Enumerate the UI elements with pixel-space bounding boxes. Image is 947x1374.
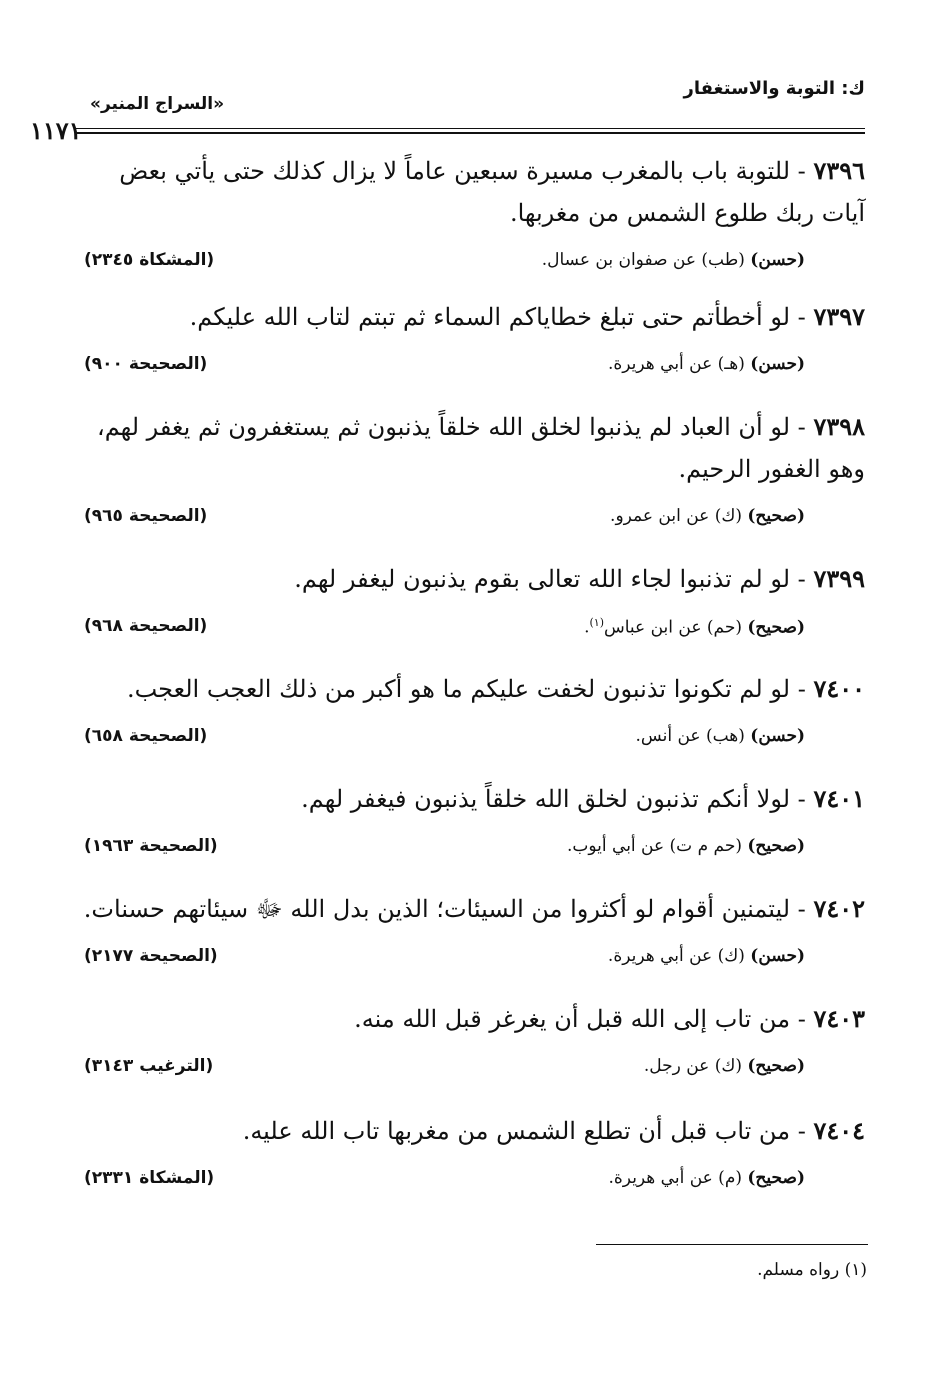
hadith-number: ٧٤٠١ [813,784,865,813]
citation-row [76,506,865,536]
grade: (حسن) [750,946,805,966]
citation-row [76,616,865,646]
source: (ك) عن رجل. [643,1056,742,1076]
footnote-marker: (١) [589,616,604,629]
reference: (الترغيب ٣١٤٣) [84,1056,214,1076]
hadith-entry [76,998,865,1086]
citation [644,1056,805,1076]
hadith-body: - لو لم تكونوا تذنبون لخفت عليكم ما هو أكبر من ذلك العجب العجب. [126,675,806,703]
hadith-entry [76,150,865,280]
hadith-entry [76,668,865,756]
hadith-body: - ليتمنين أقوام لو أكثروا من السيئات؛ الذين بدل الله ﷻ سيئاتهم حسنات. [83,895,806,923]
footnote-rule [596,1244,868,1245]
footnote [757,1260,867,1280]
citation-row [76,1056,865,1086]
hadith-text [76,150,865,234]
hadith-text [76,1110,865,1152]
chapter-header: ك: التوبة والاستغفار [683,78,865,99]
hadith-entry [76,406,865,536]
footnote-marker: (١) [844,1260,867,1280]
hadith-number: ٧٣٩٩ [813,564,865,593]
reference: (الصحيحة ٦٥٨) [84,726,208,746]
grade: (صحيح) [747,836,805,856]
source: (ك) عن أبي هريرة. [607,946,745,966]
hadith-body: - لولا أنكم تذنبون لخلق الله خلقاً يذنبون فيغفر لهم. [301,785,806,813]
book-title-header: «السراج المنير» [90,94,225,114]
source: (حم م ت) عن أبي أيوب. [566,836,742,856]
reference: (المشكاة ٢٣٣١) [84,1168,215,1188]
citation [608,946,805,966]
citation [608,354,805,374]
reference: (الصحيحة ١٩٦٣) [84,836,218,856]
citation [610,506,805,526]
hadith-body: - من تاب إلى الله قبل أن يغرغر قبل الله منه. [354,1005,806,1033]
source-end: . [584,617,590,638]
source: (هـ) عن أبي هريرة. [607,354,745,374]
header-rule-thick [76,132,865,134]
hadith-number: ٧٣٩٧ [813,302,865,331]
grade: (صحيح) [747,506,805,526]
hadith-entry [76,778,865,866]
hadith-entry [76,1110,865,1198]
reference: (الصحيحة ٩٦٨) [84,616,208,636]
hadith-entry [76,888,865,976]
citation [542,250,805,270]
grade: (صحيح) [747,617,805,638]
hadith-text [76,998,865,1040]
citation-row [76,726,865,756]
citation [609,1168,806,1188]
hadith-body: - من تاب قبل أن تطلع الشمس من مغربها تاب الله عليه. [242,1117,806,1145]
reference: (المشكاة ٢٣٤٥) [84,250,215,270]
footnote-text: رواه مسلم. [757,1260,840,1280]
hadith-body: - للتوبة باب بالمغرب مسيرة سبعين عاماً لا يزال كذلك حتى يأتي بعض آيات ربك طلوع الشمس من مغربها. [119,157,865,227]
page-number: ١١٧١ [30,116,82,145]
hadith-number: ٧٤٠٠ [813,674,865,703]
hadith-text [76,888,865,930]
citation-row [76,250,865,280]
citation [584,616,805,638]
citation-row [76,1168,865,1198]
hadith-text [76,558,865,600]
hadith-number: ٧٣٩٨ [813,412,865,441]
source: (هب) عن أنس. [635,726,745,746]
citation-row [76,946,865,976]
hadith-text [76,778,865,820]
citation [567,836,805,856]
hadith-body: - لو أخطأتم حتى تبلغ خطاياكم السماء ثم تبتم لتاب الله عليكم. [189,303,806,331]
hadith-entry [76,558,865,646]
citation-row [76,354,865,384]
grade: (صحيح) [747,1168,805,1188]
header-rule [76,128,865,129]
reference: (الصحيحة ٢١٧٧) [84,946,218,966]
hadith-number: ٧٣٩٦ [813,156,865,185]
reference: (الصحيحة ٩٠٠) [84,354,208,374]
hadith-number: ٧٤٠٣ [813,1004,865,1033]
citation-row [76,836,865,866]
hadith-number: ٧٤٠٢ [813,894,865,923]
grade: (صحيح) [747,1056,805,1076]
hadith-body: - لو لم تذنبوا لجاء الله تعالى بقوم يذنبون ليغفر لهم. [294,565,806,593]
citation [636,726,805,746]
hadith-text [76,406,865,490]
reference: (الصحيحة ٩٦٥) [84,506,208,526]
grade: (حسن) [750,250,805,270]
hadith-number: ٧٤٠٤ [813,1116,865,1145]
hadith-body: - لو أن العباد لم يذنبوا لخلق الله خلقاً يذنبون ثم يستغفرون ثم يغفر لهم، وهو الغفور الرحيم. [96,413,865,483]
source: (ك) عن ابن عمرو. [610,506,742,526]
hadith-text [76,296,865,338]
grade: (حسن) [750,354,805,374]
source: (طب) عن صفوان بن عسال. [541,250,745,270]
hadith-text [76,668,865,710]
hadith-entry [76,296,865,384]
grade: (حسن) [750,726,805,746]
source: (م) عن أبي هريرة. [608,1168,742,1188]
source: (حم) عن ابن عباس [604,617,742,638]
